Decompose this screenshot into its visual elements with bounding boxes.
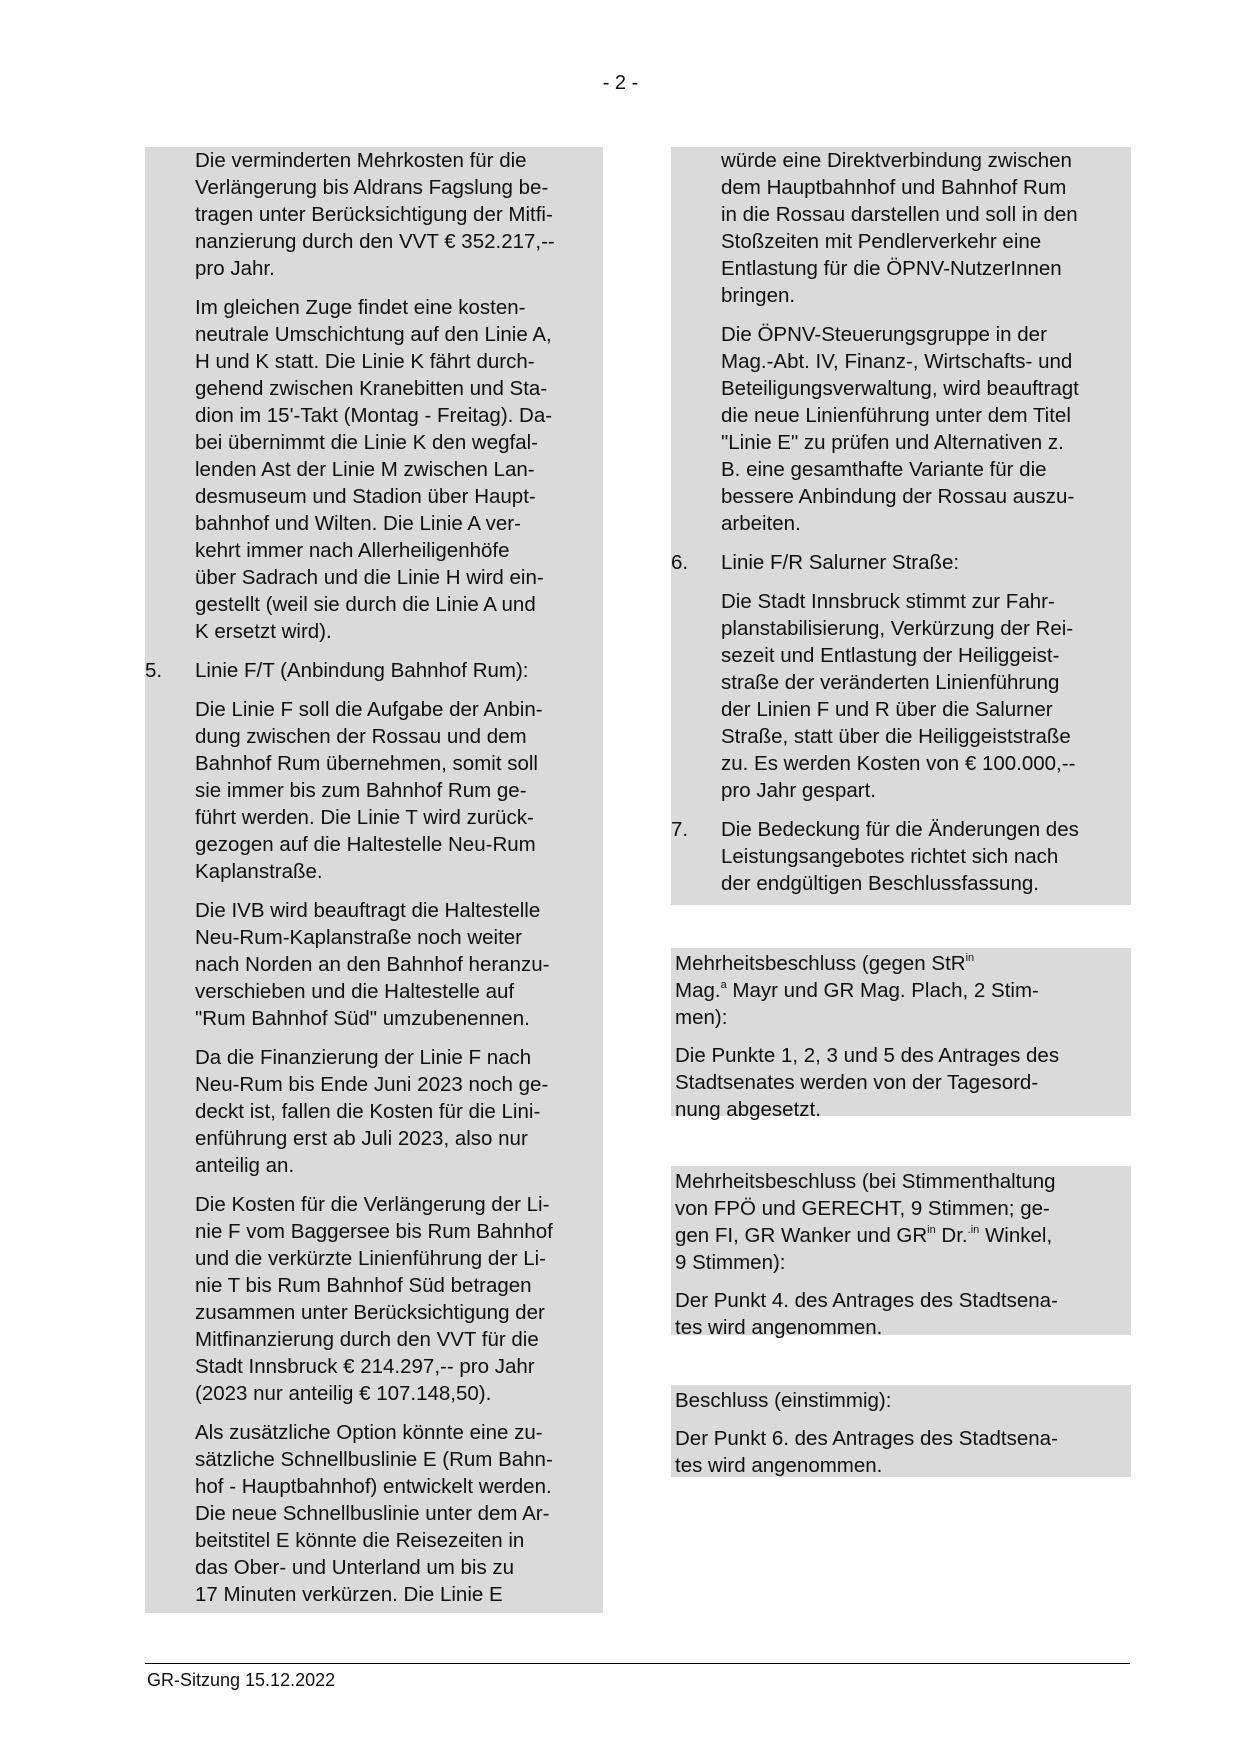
- decision-heading: Mehrheitsbeschluss (gegen StR$^{in}$ Mag.$^a$ Mayr und GR Mag. Plach, 2 Stim- men):: [675, 952, 1039, 1029]
- item-number: 6.: [671, 551, 689, 574]
- decision-block-3: [671, 1385, 1131, 1477]
- decision-block-2: [671, 1166, 1131, 1339]
- item-text: Die Bedeckung für die Änderungen des Leistungsangebotes richtet sich nach der endgültigen Beschlussfassung.: [721, 818, 1079, 895]
- decision-text: Der Punkt 4. des Antrages des Stadtsena- tes wird angenommen.: [675, 1289, 1058, 1339]
- paragraph-direktverbindung: würde eine Direktverbindung zwischen dem Hauptbahnhof und Bahnhof Rum in die Rossau darstellen und soll in den Stoßzeiten mit Pendlerverkehr eine Entlastung für die ÖPNV-NutzerInnen bringen.: [721, 149, 1078, 307]
- left-column-highlight: [145, 147, 603, 1613]
- list-item-6: [671, 549, 1131, 576]
- right-column-highlight: [671, 147, 1131, 905]
- paragraph-salurner-strasse: Die Stadt Innsbruck stimmt zur Fahr- planstabilisierung, Verkürzung der Rei- sezeit und Entlastung der Heiliggeist- straße der veränderten Linienführung der Linien F und R über die Salurner Straße, statt über die Heiliggeiststraße zu. Es werden Kosten von € 100.000,-- pro Jahr gespart.: [721, 590, 1076, 802]
- item-number: 5.: [145, 659, 163, 682]
- paragraph-kosten-verlaengerung: Die Kosten für die Verlängerung der Li- nie F vom Baggersee bis Rum Bahnhof und die verkürzte Linienführung der Li- nie T bis Rum Bahnhof Süd betragen zusammen unter Berücksichtigung der Mitfinanzierung durch den VVT für die Stadt Innsbruck € 214.297,-- pro Jahr (2023 nur anteilig € 107.148,50).: [195, 1193, 553, 1405]
- paragraph-finanzierung: Da die Finanzierung der Linie F nach Neu-Rum bis Ende Juni 2023 noch ge- deckt ist, fallen die Kosten für die Lini- enführung erst ab Juli 2023, also nur anteilig an.: [195, 1046, 549, 1177]
- decision-heading: Beschluss (einstimmig):: [675, 1389, 892, 1412]
- paragraph-linie-f-anbindung: Die Linie F soll die Aufgabe der Anbin- dung zwischen der Rossau und dem Bahnhof Rum übernehmen, somit soll sie immer bis zum Bahnhof Rum ge- führt werden. Die Linie T wird zurück- gezogen auf die Haltestelle Neu-Rum Kaplanstraße.: [195, 698, 543, 883]
- page-number: - 2 -: [602, 72, 639, 94]
- item-title: Linie F/T (Anbindung Bahnhof Rum):: [195, 659, 529, 682]
- paragraph-umschichtung: Im gleichen Zuge findet eine kosten- neutrale Umschichtung auf den Linie A, H und K statt. Die Linie K fährt durch- gehend zwischen Kranebitten und Sta- dion im 15'-Takt (Montag - Freitag). Da- bei übernimmt die Linie K den wegfal- lenden Ast der Linie M zwischen Lan- desmuseum und Stadion über Haupt- bahnhof und Wilten. Die Linie A ver- kehrt immer nach Allerheiligenhöfe über Sadrach und die Linie H wird ein- gestellt (weil sie durch die Linie A und K ersetzt wird).: [195, 296, 553, 643]
- decision-block-1: [671, 948, 1131, 1121]
- paragraph-schnellbuslinie: Als zusätzliche Option könnte eine zu- sätzliche Schnellbuslinie E (Rum Bahn- hof - Hauptbahnhof) entwickelt werden. Die neue Schnellbuslinie unter dem Ar- beitstitel E könnte die Reisezeiten in das Ober- und Unterland um bis zu 17 Minuten verkürzen. Die Linie E: [195, 1421, 553, 1606]
- item-number: 7.: [671, 818, 689, 841]
- footer-session-date: GR-Sitzung 15.12.2022: [147, 1670, 336, 1690]
- item-title: Linie F/R Salurner Straße:: [721, 551, 960, 574]
- paragraph-ivb-haltestelle: Die IVB wird beauftragt die Haltestelle Neu-Rum-Kaplanstraße noch weiter nach Norden an den Bahnhof heranzu- verschieben und die Haltestelle auf "Rum Bahnhof Süd" umzubenennen.: [195, 899, 550, 1030]
- decision-text: Die Punkte 1, 2, 3 und 5 des Antrages des Stadtsenates werden von der Tagesord- nung abgesetzt.: [675, 1044, 1060, 1121]
- paragraph-mehrkosten-aldrans: Die verminderten Mehrkosten für die Verlängerung bis Aldrans Fagslung be- tragen unter Berücksichtigung der Mitfi- nanzierung durch den VVT € 352.217,-- pro Jahr.: [195, 149, 555, 280]
- paragraph-steuerungsgruppe: Die ÖPNV-Steuerungsgruppe in der Mag.-Abt. IV, Finanz-, Wirtschafts- und Beteiligungsverwaltung, wird beauftragt die neue Linienführung unter dem Titel "Linie E" zu prüfen und Alternativen z. B. eine gesamthafte Variante für die bessere Anbindung der Rossau auszu- arbeiten.: [721, 323, 1079, 535]
- decision-text: Der Punkt 6. des Antrages des Stadtsena- tes wird angenommen.: [675, 1427, 1058, 1477]
- footer-divider: [145, 1663, 1130, 1664]
- list-item-7: [671, 816, 1131, 897]
- decision-heading: Mehrheitsbeschluss (bei Stimmenthaltung von FPÖ und GERECHT, 9 Stimmen; ge- gen FI, GR Wanker und $GR^{in}$ Dr.$^{.in}$ Winkel, 9 Stimmen):: [675, 1170, 1056, 1274]
- list-item-5: [145, 657, 603, 684]
